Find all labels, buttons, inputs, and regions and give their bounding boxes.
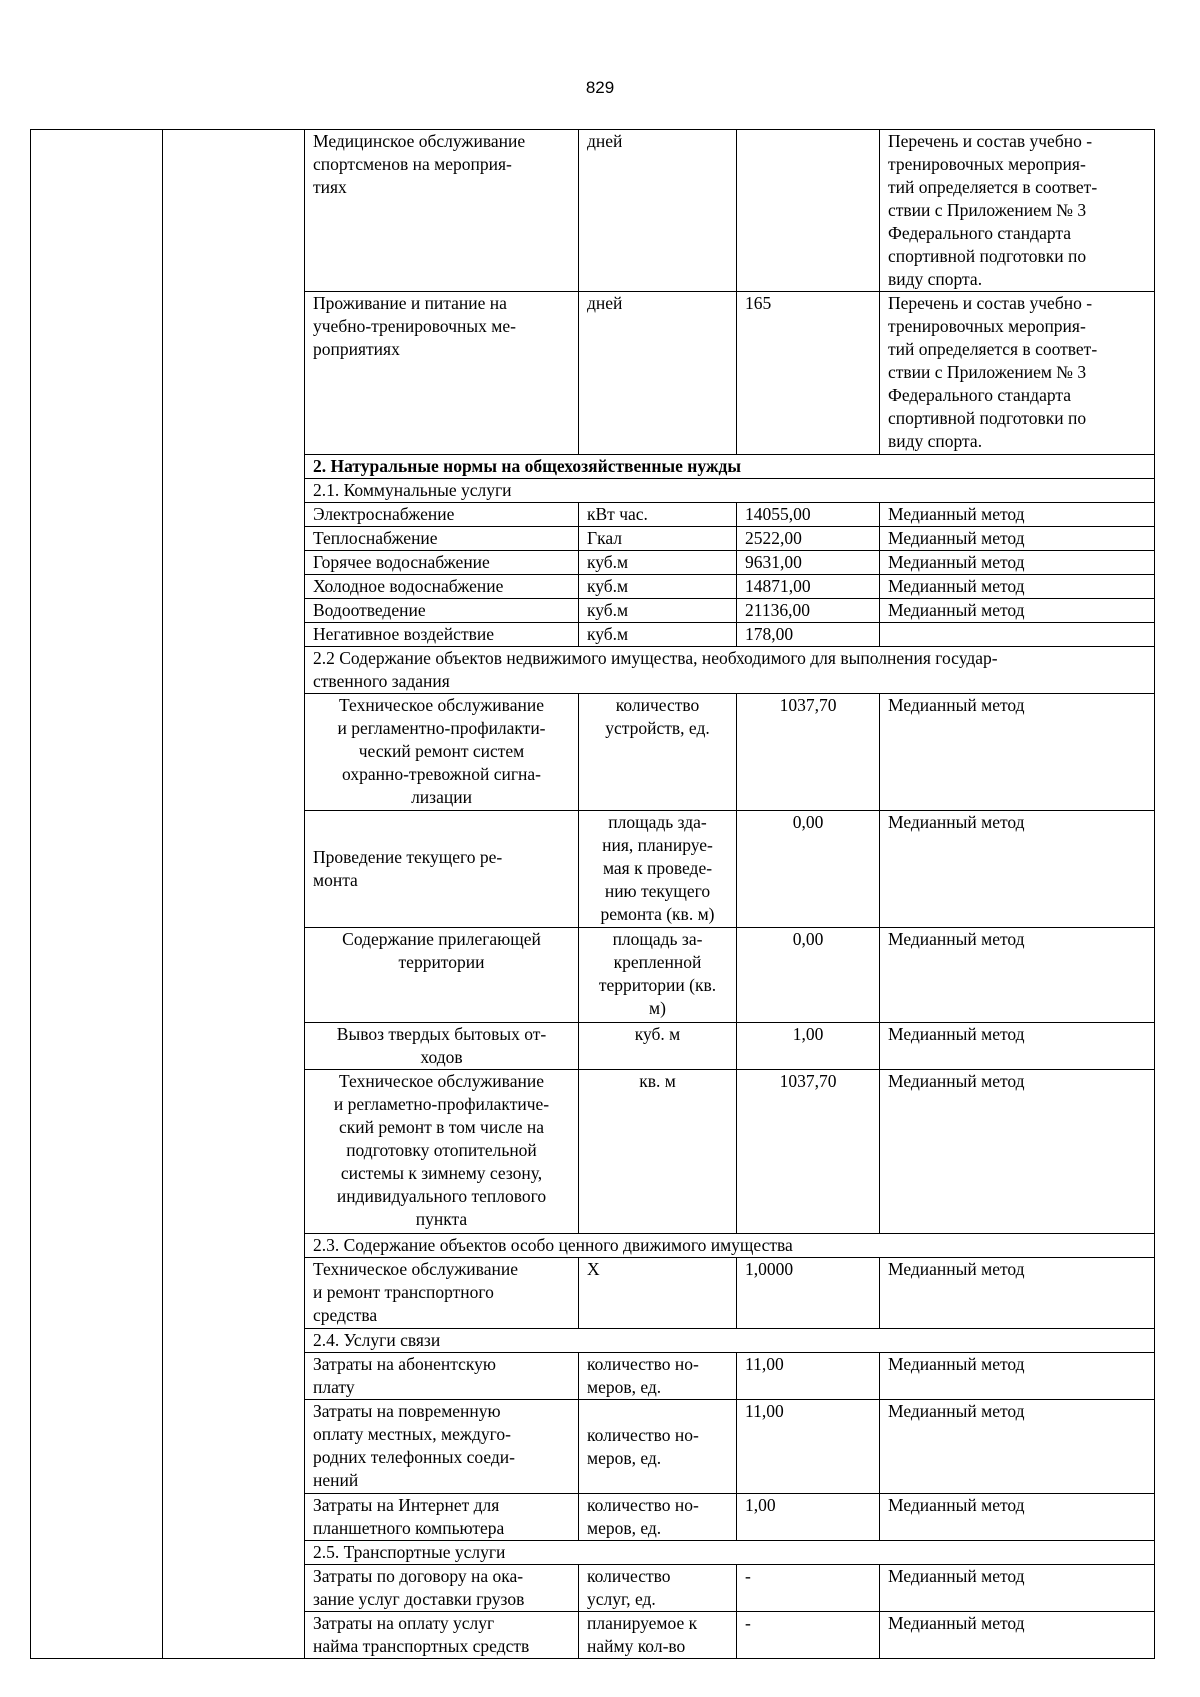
norm-unit: количество но- меров, ед. — [579, 1494, 737, 1541]
norm-value — [737, 130, 880, 292]
norm-method: Медианный метод — [880, 1565, 1155, 1612]
norm-name: Водоотведение — [305, 599, 579, 623]
norm-name: Медицинское обслуживание спортсменов на мероприя- тиях — [305, 130, 579, 292]
norm-unit: куб. м — [579, 1023, 737, 1070]
norm-name: Проживание и питание на учебно-тренировочных ме- роприятиях — [305, 292, 579, 455]
norm-method: Медианный метод — [880, 694, 1155, 811]
norm-value: 178,00 — [737, 623, 880, 647]
norm-name: Электроснабжение — [305, 503, 579, 527]
norm-name: Техническое обслуживание и регламентно-профилакти- ческий ремонт систем охранно-тревожной сигна- лизации — [305, 694, 579, 811]
norm-method: Медианный метод — [880, 811, 1155, 928]
norm-method: Медианный метод — [880, 1023, 1155, 1070]
norm-name: Проведение текущего ре- монта — [305, 811, 579, 928]
norm-name: Затраты на абонентскую плату — [305, 1353, 579, 1400]
section-2-2-title: 2.2 Содержание объектов недвижимого имущества, необходимого для выполнения государ- ственного задания — [305, 647, 1155, 694]
section-2-3-title: 2.3. Содержание объектов особо ценного движимого имущества — [305, 1234, 1155, 1258]
norm-unit: дней — [579, 292, 737, 455]
norm-name: Техническое обслуживание и регламетно-профилактиче- ский ремонт в том числе на подготовку отопительной системы к зимнему сезону, индивидуального теплового пункта — [305, 1070, 579, 1234]
section-2-5-title: 2.5. Транспортные услуги — [305, 1541, 1155, 1565]
norm-value: 21136,00 — [737, 599, 880, 623]
norm-value: 0,00 — [737, 811, 880, 928]
table-row — [31, 130, 1155, 292]
norm-value: 1,00 — [737, 1023, 880, 1070]
norm-value: 0,00 — [737, 928, 880, 1023]
norm-name: Теплоснабжение — [305, 527, 579, 551]
norm-method: Медианный метод — [880, 527, 1155, 551]
norm-unit: Х — [579, 1258, 737, 1329]
norm-unit: кв. м — [579, 1070, 737, 1234]
norm-unit: площадь за- крепленной территории (кв. м) — [579, 928, 737, 1023]
norm-name: Вывоз твердых бытовых от- ходов — [305, 1023, 579, 1070]
norm-unit: количество но- меров, ед. — [579, 1353, 737, 1400]
empty-column-1 — [31, 130, 163, 1659]
norm-unit: куб.м — [579, 623, 737, 647]
norm-method: Медианный метод — [880, 503, 1155, 527]
section-2-1-title: 2.1. Коммунальные услуги — [305, 479, 1155, 503]
norm-name: Техническое обслуживание и ремонт транспортного средства — [305, 1258, 579, 1329]
norm-method: Медианный метод — [880, 1070, 1155, 1234]
norm-value: - — [737, 1612, 880, 1659]
norm-name: Негативное воздействие — [305, 623, 579, 647]
norm-name: Затраты на Интернет для планшетного компьютера — [305, 1494, 579, 1541]
norm-value: 1,0000 — [737, 1258, 880, 1329]
norm-unit: Гкал — [579, 527, 737, 551]
norm-unit: куб.м — [579, 551, 737, 575]
norm-value: 1037,70 — [737, 1070, 880, 1234]
norm-value: 11,00 — [737, 1353, 880, 1400]
norm-unit: площадь зда- ния, планируе- мая к проведе- нию текущего ремонта (кв. м) — [579, 811, 737, 928]
norm-unit: количество услуг, ед. — [579, 1565, 737, 1612]
norm-method: Медианный метод — [880, 551, 1155, 575]
norm-unit: куб.м — [579, 599, 737, 623]
norm-method: Медианный метод — [880, 1353, 1155, 1400]
norm-value: 2522,00 — [737, 527, 880, 551]
norm-name: Горячее водоснабжение — [305, 551, 579, 575]
norm-name: Затраты по договору на ока- зание услуг доставки грузов — [305, 1565, 579, 1612]
norm-value: 1037,70 — [737, 694, 880, 811]
norm-method: Медианный метод — [880, 1258, 1155, 1329]
norm-name: Содержание прилегающей территории — [305, 928, 579, 1023]
norm-value: 14871,00 — [737, 575, 880, 599]
norm-unit: количество но- меров, ед. — [579, 1400, 737, 1494]
norm-method: Медианный метод — [880, 928, 1155, 1023]
norm-method: Перечень и состав учебно - тренировочных мероприя- тий определяется в соответ- ствии с Приложением № 3 Федерального стандарта спортивной подготовки по виду спорта. — [880, 130, 1155, 292]
norm-method — [880, 623, 1155, 647]
norm-unit: куб.м — [579, 575, 737, 599]
norm-method: Медианный метод — [880, 599, 1155, 623]
norm-value: 9631,00 — [737, 551, 880, 575]
norm-method: Медианный метод — [880, 575, 1155, 599]
norms-table — [30, 129, 1155, 1659]
norm-unit: дней — [579, 130, 737, 292]
empty-column-2 — [163, 130, 305, 1659]
norm-name: Затраты на повременную оплату местных, междуго- родних телефонных соеди- нений — [305, 1400, 579, 1494]
norm-value: 165 — [737, 292, 880, 455]
norm-unit: количество устройств, ед. — [579, 694, 737, 811]
norm-value: 14055,00 — [737, 503, 880, 527]
norm-method: Перечень и состав учебно - тренировочных мероприя- тий определяется в соответ- ствии с Приложением № 3 Федерального стандарта спортивной подготовки по виду спорта. — [880, 292, 1155, 455]
section-2-title: 2. Натуральные нормы на общехозяйственные нужды — [305, 455, 1155, 479]
norm-unit: кВт час. — [579, 503, 737, 527]
norm-method: Медианный метод — [880, 1494, 1155, 1541]
norm-value: 11,00 — [737, 1400, 880, 1494]
norm-method: Медианный метод — [880, 1400, 1155, 1494]
norm-name: Затраты на оплату услуг найма транспортных средств — [305, 1612, 579, 1659]
page-number: 829 — [585, 78, 615, 97]
norm-value: - — [737, 1565, 880, 1612]
norm-method: Медианный метод — [880, 1612, 1155, 1659]
norm-unit: планируемое к найму кол-во — [579, 1612, 737, 1659]
norm-name: Холодное водоснабжение — [305, 575, 579, 599]
norm-value: 1,00 — [737, 1494, 880, 1541]
section-2-4-title: 2.4. Услуги связи — [305, 1329, 1155, 1353]
